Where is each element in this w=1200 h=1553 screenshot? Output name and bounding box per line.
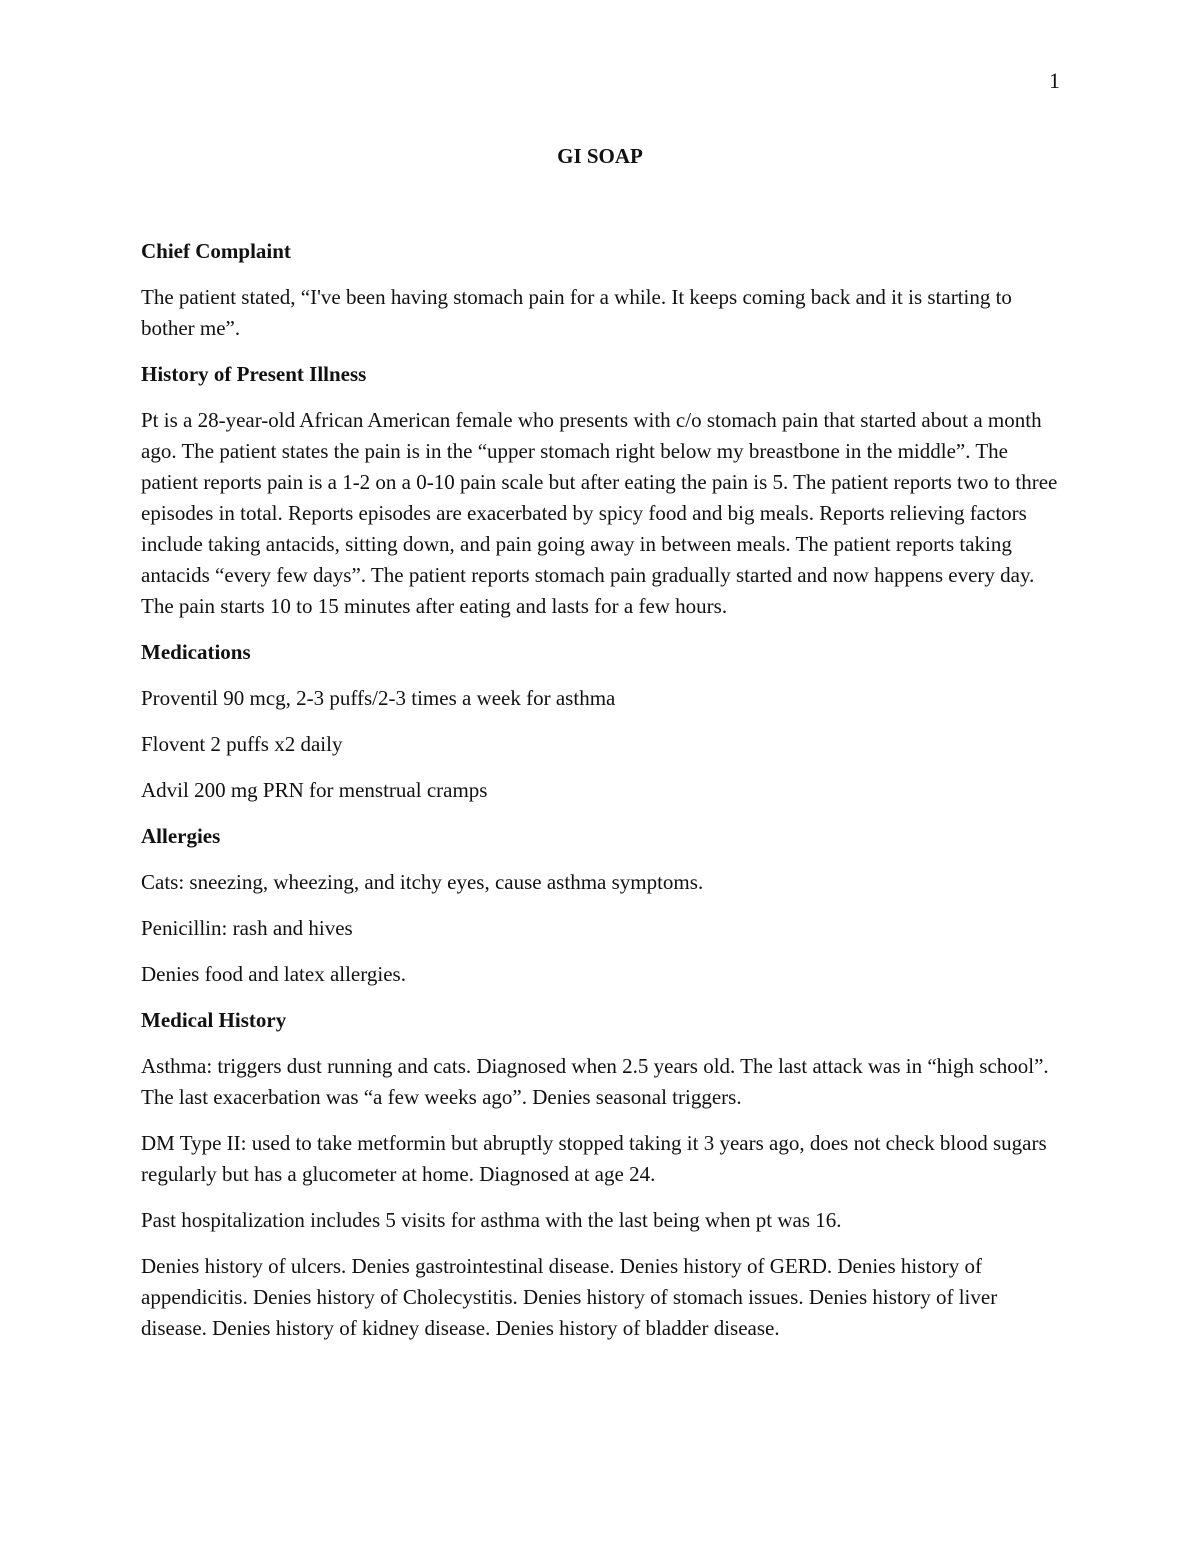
page-number: 1 xyxy=(1049,68,1060,93)
document-title: GI SOAP xyxy=(557,144,643,168)
section-heading: History of Present Illness xyxy=(141,362,367,386)
section-heading: Chief Complaint xyxy=(141,239,291,263)
section-heading: Allergies xyxy=(141,824,221,848)
section-heading: Medications xyxy=(141,640,251,664)
section-chief-complaint xyxy=(141,236,1063,344)
medication-item: Advil 200 mg PRN for menstrual cramps xyxy=(141,778,488,802)
allergy-item: Cats: sneezing, wheezing, and itchy eyes, cause asthma symptoms. xyxy=(141,870,704,894)
section-history-of-present-illness xyxy=(141,359,1063,622)
medical-history-item: DM Type II: used to take metformin but abruptly stopped taking it 3 years ago, does not check blood sugars regularly but has a glucometer at home. Diagnosed at age 24. xyxy=(141,1131,1047,1186)
medical-history-item: Denies history of ulcers. Denies gastrointestinal disease. Denies history of GERD. Denies history of appendicitis. Denies history of Cholecystitis. Denies history of stomach issues. Denies history of liver disease. Denies history of kidney disease. Denies history of bladder disease. xyxy=(141,1254,998,1340)
section-allergies xyxy=(141,821,1063,990)
medical-history-item: Past hospitalization includes 5 visits for asthma with the last being when pt was 16. xyxy=(141,1208,842,1232)
section-medications xyxy=(141,637,1063,806)
medication-item: Flovent 2 puffs x2 daily xyxy=(141,732,343,756)
chief-complaint-text: The patient stated, “I've been having stomach pain for a while. It keeps coming back and it is starting to bother me”. xyxy=(141,285,1012,340)
section-medical-history xyxy=(141,1005,1063,1344)
section-heading: Medical History xyxy=(141,1008,287,1032)
allergy-item: Denies food and latex allergies. xyxy=(141,962,406,986)
allergy-item: Penicillin: rash and hives xyxy=(141,916,353,940)
document-body xyxy=(141,236,1063,1359)
hpi-text: Pt is a 28-year-old African American female who presents with c/o stomach pain that started about a month ago. The patient states the pain is in the “upper stomach right below my breastbone in the middle”. The patient reports pain is a 1-2 on a 0-10 pain scale but after eating the pain is 5. The patient reports two to three episodes in total. Reports episodes are exacerbated by spicy food and big meals. Reports relieving factors include taking antacids, sitting down, and pain going away in between meals. The patient reports taking antacids “every few days”. The patient reports stomach pain gradually started and now happens every day. The pain starts 10 to 15 minutes after eating and lasts for a few hours. xyxy=(141,408,1058,618)
medication-item: Proventil 90 mcg, 2-3 puffs/2-3 times a week for asthma xyxy=(141,686,616,710)
medical-history-item: Asthma: triggers dust running and cats. Diagnosed when 2.5 years old. The last attack was in “high school”. The last exacerbation was “a few weeks ago”. Denies seasonal triggers. xyxy=(141,1054,1049,1109)
